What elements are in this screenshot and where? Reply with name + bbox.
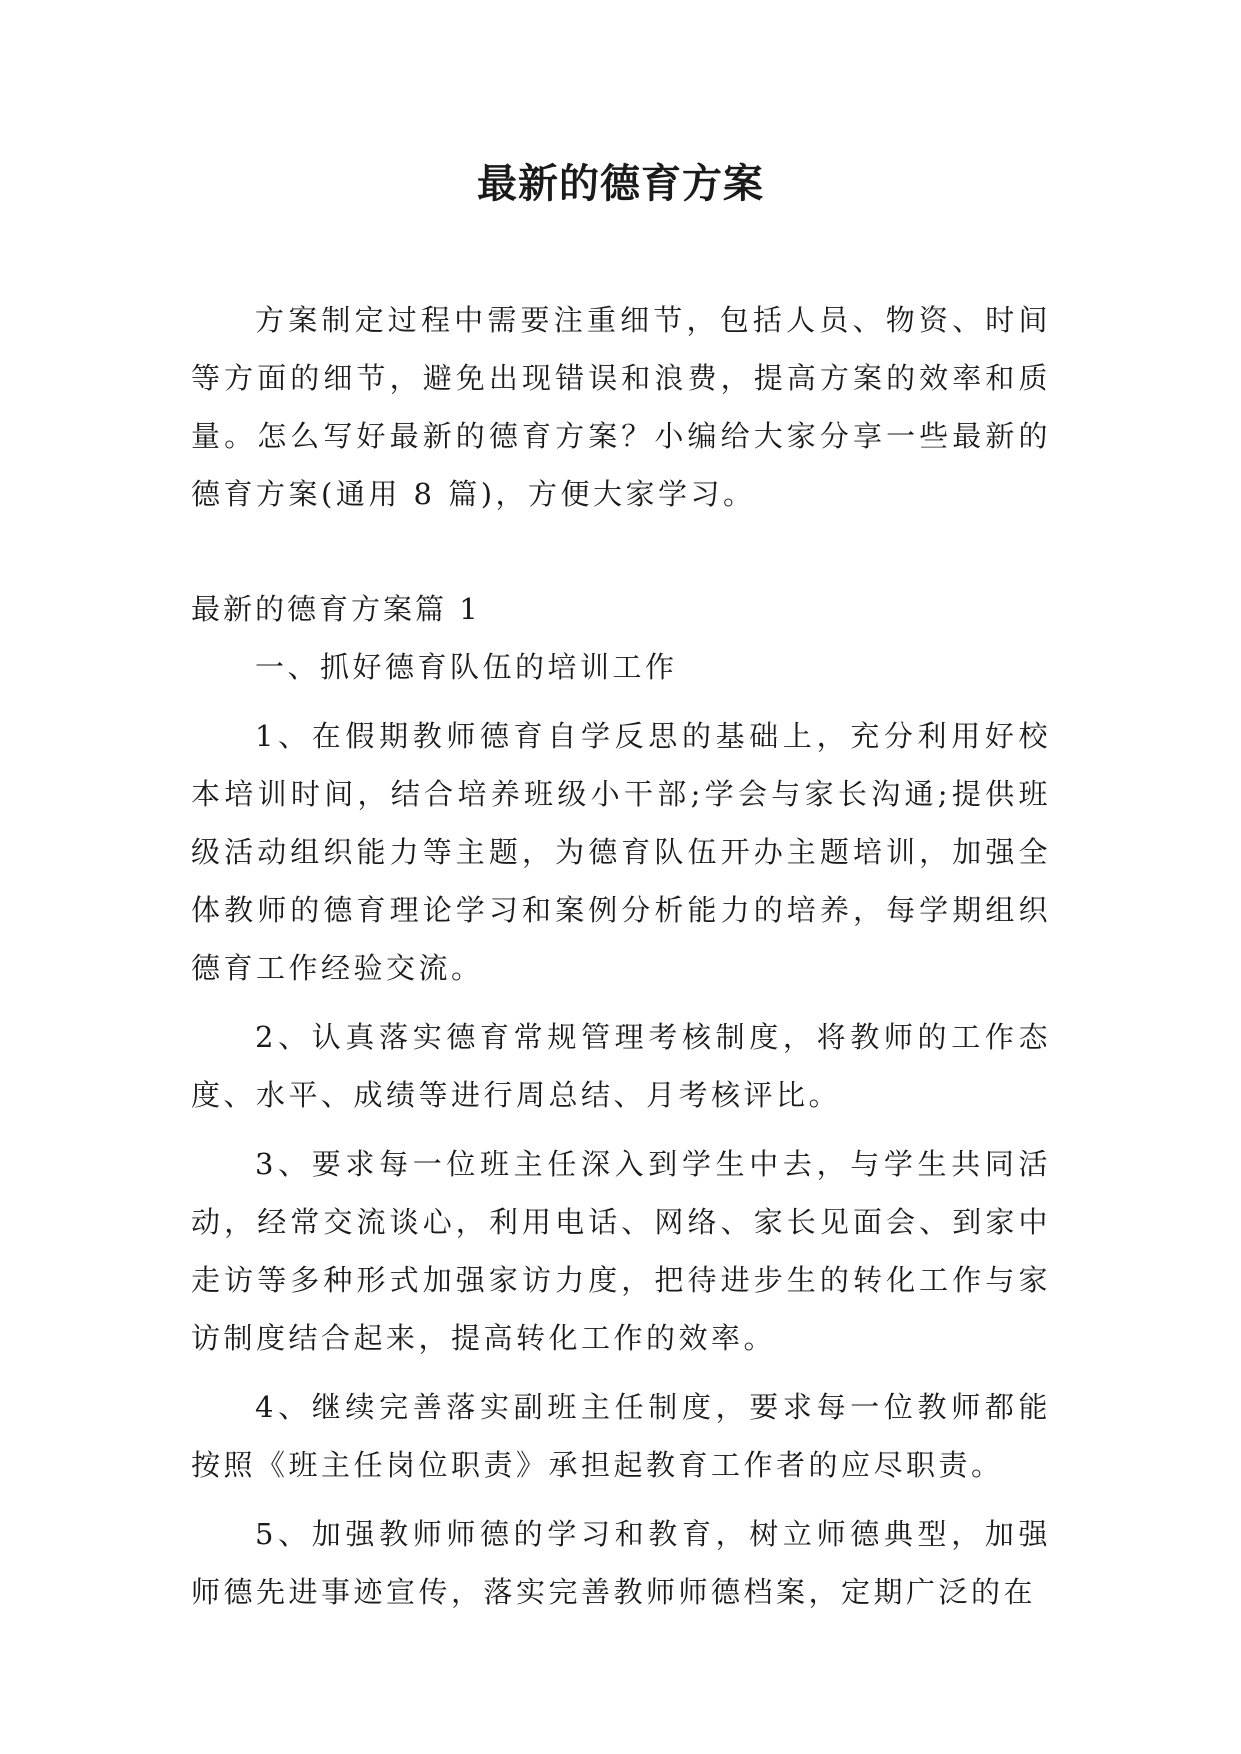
body-paragraph: 4、继续完善落实副班主任制度，要求每一位教师都能按照《班主任岗位职责》承担起教育工作者的应尽职责。 <box>191 1390 1051 1482</box>
body-paragraph: 3、要求每一位班主任深入到学生中去，与学生共同活动，经常交流谈心，利用电话、网络、家长见面会、到家中走访等多种形式加强家访力度，把待进步生的转化工作与家访制度结合起来，提高转化工作的效率。 <box>191 1147 1051 1355</box>
intro-paragraph: 方案制定过程中需要注重细节，包括人员、物资、时间等方面的细节，避免出现错误和浪费，提高方案的效率和质量。怎么写好最新的德育方案？小编给大家分享一些最新的德育方案(通用 8 篇)，方便大家学习。 <box>191 303 1051 511</box>
body-paragraph: 1、在假期教师德育自学反思的基础上，充分利用好校本培训时间，结合培养班级小干部;学会与家长沟通;提供班级活动组织能力等主题，为德育队伍开办主题培训，加强全体教师的德育理论学习和案例分析能力的培养，每学期组织德育工作经验交流。 <box>191 719 1051 985</box>
body-paragraph: 5、加强教师师德的学习和教育，树立师德典型，加强师德先进事迹宣传，落实完善教师师德档案，定期广泛的在 <box>191 1517 1051 1609</box>
section-heading: 最新的德育方案篇 1 <box>191 592 481 626</box>
body-paragraph: 2、认真落实德育常规管理考核制度，将教师的工作态度、水平、成绩等进行周总结、月考核评比。 <box>191 1020 1051 1112</box>
document-title: 最新的德育方案 <box>477 161 764 207</box>
subsection-heading: 一、抓好德育队伍的培训工作 <box>255 650 678 684</box>
section-content <box>191 638 1051 1632</box>
